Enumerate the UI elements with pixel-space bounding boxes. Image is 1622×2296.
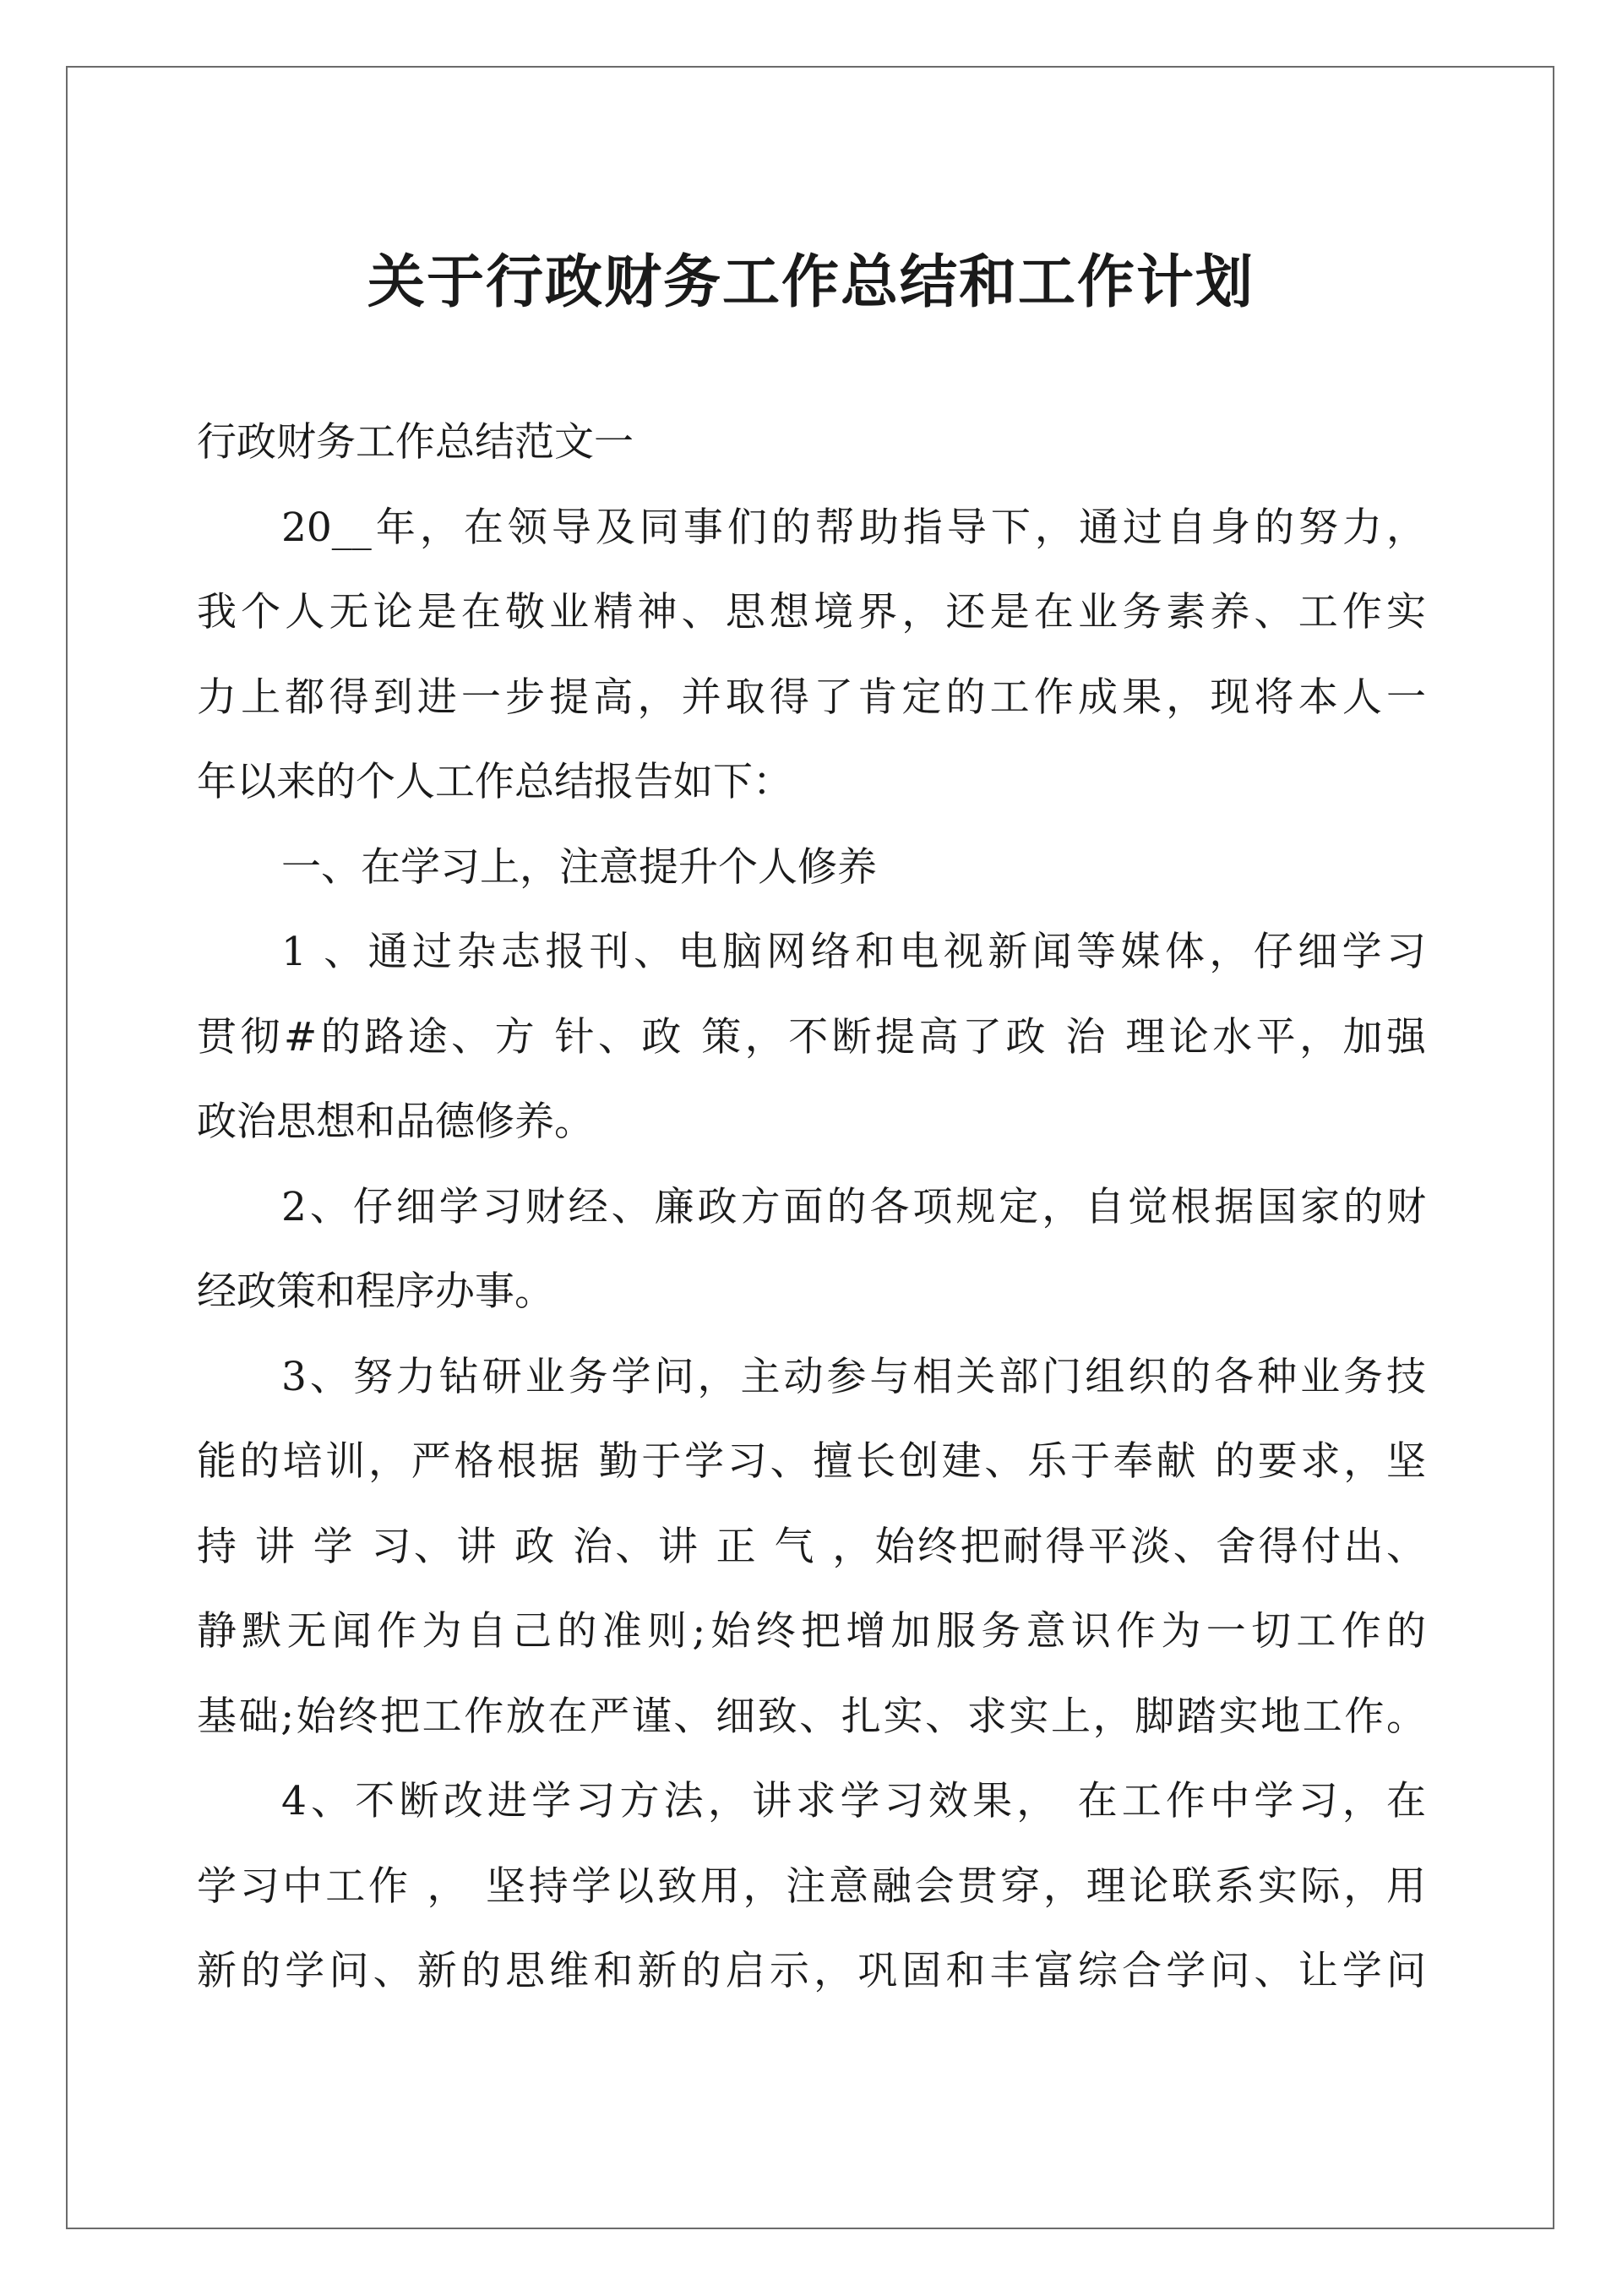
text-line: 3、努力钻研业务学问，主动参与相关部门组织的各种业务技 (281, 1353, 1426, 1400)
text-line: 静默无闻作为自己的准则;始终把增加服务意识作为一切工作的 (197, 1608, 1426, 1655)
document-body (197, 401, 1426, 2015)
text-line: 政治思想和品德修养。 (197, 1099, 594, 1145)
text-line: 持 讲 学 习、讲 政 治、讲 正 气 ，始终把耐得平淡、舍得付出、 (197, 1523, 1426, 1570)
text-line: 一、在学习上，注意提升个人修养 (281, 843, 877, 891)
text-line: 力上都得到进一步提高，并取得了肯定的工作成果，现将本人一 (197, 674, 1426, 721)
text-line: 1 、通过杂志报刊、电脑网络和电视新闻等媒体，仔细学习 (281, 929, 1426, 975)
text-line: 新的学问、新的思维和新的启示，巩固和丰富综合学问、让学问 (197, 1948, 1426, 1994)
text-line: 年以来的个人工作总结报告如下： (197, 759, 792, 805)
text-line: 行政财务工作总结范文一 (197, 419, 634, 466)
text-line: 贯彻#的路途、方 针、政 策，不断提高了政 治 理论水平，加强 (197, 1013, 1426, 1061)
text-line: 基础;始终把工作放在严谨、细致、扎实、求实上，脚踏实地工作。 (197, 1693, 1426, 1740)
text-line: 能的培训，严格根据 勤于学习、擅长创建、乐于奉献 的要求，坚 (197, 1438, 1426, 1485)
text-line: 我个人无论是在敬业精神、思想境界，还是在业务素养、工作实 (197, 589, 1426, 635)
text-line: 2、仔细学习财经、廉政方面的各项规定，自觉根据国家的财 (281, 1183, 1426, 1230)
text-line: 经政策和程序办事。 (197, 1268, 554, 1315)
text-line: 学习中工作 ， 坚持学以致用，注意融会贯穿，理论联系实际，用 (197, 1862, 1426, 1910)
text-line: 20__年，在领导及同事们的帮助指导下，通过自身的努力， (281, 504, 1426, 551)
text-line: 4、不断改进学习方法，讲求学习效果， 在工作中学习，在 (281, 1778, 1426, 1824)
document-title: 关于行政财务工作总结和工作计划 (367, 248, 1255, 316)
